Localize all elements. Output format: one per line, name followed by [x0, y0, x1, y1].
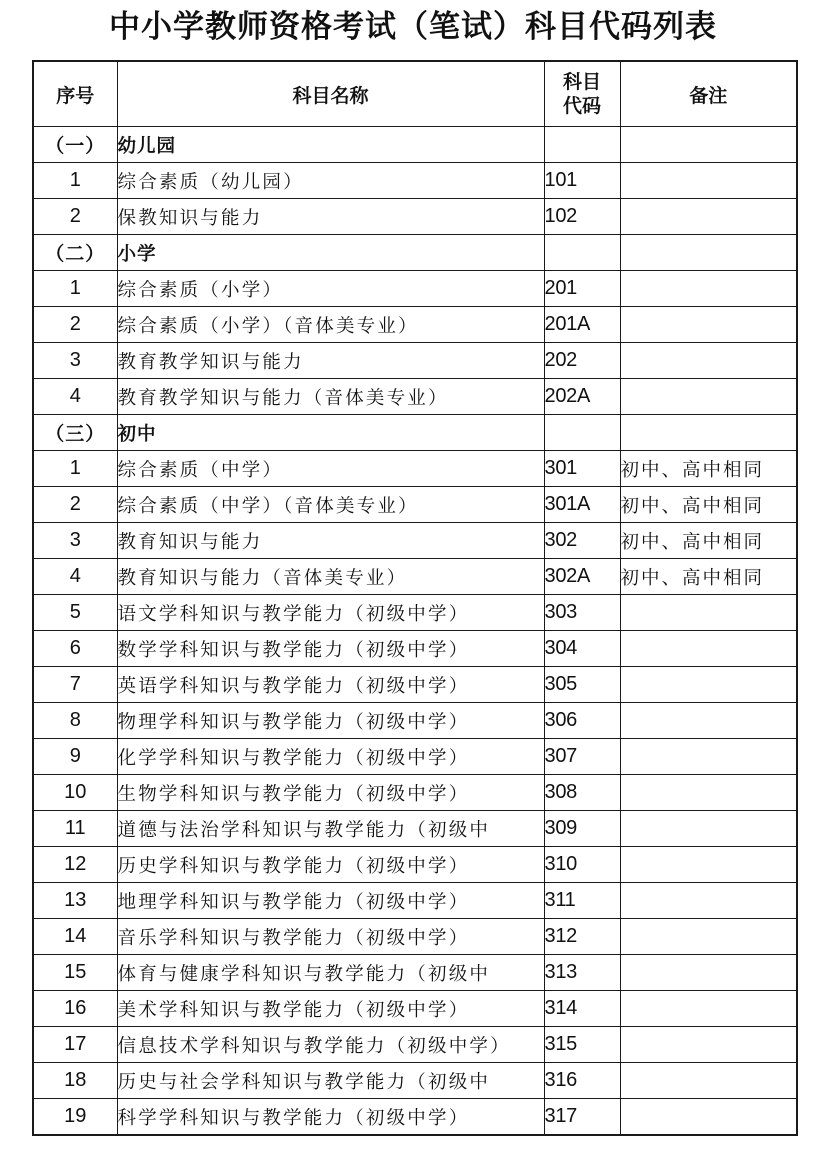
- section-row: [33, 127, 797, 163]
- table-row: [33, 631, 797, 667]
- cell-code: 302: [544, 523, 620, 559]
- cell-no: 4: [33, 559, 117, 595]
- cell-no: 4: [33, 379, 117, 415]
- table-row: [33, 703, 797, 739]
- cell-note: [620, 307, 797, 343]
- cell-no: 2: [33, 199, 117, 235]
- cell-note: [620, 667, 797, 703]
- cell-name: 历史学科知识与教学能力（初级中学）: [117, 847, 544, 883]
- table-row: [33, 487, 797, 523]
- cell-note: [620, 343, 797, 379]
- cell-no: （一）: [33, 127, 117, 163]
- section-row: [33, 235, 797, 271]
- cell-code: 301A: [544, 487, 620, 523]
- cell-name: 教育知识与能力（音体美专业）: [117, 559, 544, 595]
- table-row: [33, 919, 797, 955]
- cell-code: 305: [544, 667, 620, 703]
- table-body: [33, 127, 797, 1136]
- cell-note: [620, 271, 797, 307]
- cell-name: 历史与社会学科知识与教学能力（初级中: [117, 1063, 544, 1099]
- cell-name: 教育教学知识与能力（音体美专业）: [117, 379, 544, 415]
- header-name: 科目名称: [117, 61, 544, 127]
- table-row: [33, 199, 797, 235]
- table-row: [33, 811, 797, 847]
- cell-name: 综合素质（中学）（音体美专业）: [117, 487, 544, 523]
- cell-no: 1: [33, 271, 117, 307]
- cell-note: [620, 955, 797, 991]
- cell-no: 3: [33, 523, 117, 559]
- table-row: [33, 163, 797, 199]
- cell-name: 物理学科知识与教学能力（初级中学）: [117, 703, 544, 739]
- table-row: [33, 1027, 797, 1063]
- table-row: [33, 595, 797, 631]
- cell-note: [620, 1063, 797, 1099]
- cell-no: 7: [33, 667, 117, 703]
- table-row: [33, 847, 797, 883]
- cell-note: [620, 631, 797, 667]
- cell-note: [620, 919, 797, 955]
- cell-name: 生物学科知识与教学能力（初级中学）: [117, 775, 544, 811]
- cell-name: 体育与健康学科知识与教学能力（初级中: [117, 955, 544, 991]
- cell-name: 综合素质（幼儿园）: [117, 163, 544, 199]
- cell-code: 302A: [544, 559, 620, 595]
- cell-no: 13: [33, 883, 117, 919]
- cell-code: 311: [544, 883, 620, 919]
- cell-note: 初中、高中相同: [620, 523, 797, 559]
- cell-code: 304: [544, 631, 620, 667]
- cell-name: 化学学科知识与教学能力（初级中学）: [117, 739, 544, 775]
- cell-name: 保教知识与能力: [117, 199, 544, 235]
- cell-code: 102: [544, 199, 620, 235]
- cell-name: 语文学科知识与教学能力（初级中学）: [117, 595, 544, 631]
- cell-code: 310: [544, 847, 620, 883]
- subject-code-table: [32, 60, 798, 1136]
- cell-code: 316: [544, 1063, 620, 1099]
- table-row: [33, 523, 797, 559]
- cell-note: [620, 595, 797, 631]
- cell-no: 1: [33, 163, 117, 199]
- header-code-line1: 科目: [562, 71, 601, 93]
- cell-no: 3: [33, 343, 117, 379]
- cell-name: 教育知识与能力: [117, 523, 544, 559]
- cell-note: [620, 739, 797, 775]
- cell-note: [620, 775, 797, 811]
- cell-no: 10: [33, 775, 117, 811]
- cell-no: （二）: [33, 235, 117, 271]
- cell-code: 201A: [544, 307, 620, 343]
- cell-code: 301: [544, 451, 620, 487]
- cell-note: [620, 415, 797, 451]
- cell-code: 307: [544, 739, 620, 775]
- table-header-row: [33, 61, 797, 127]
- cell-no: 2: [33, 487, 117, 523]
- cell-code: 202A: [544, 379, 620, 415]
- cell-name: 综合素质（小学）（音体美专业）: [117, 307, 544, 343]
- cell-code: 312: [544, 919, 620, 955]
- section-row: [33, 415, 797, 451]
- table-row: [33, 955, 797, 991]
- cell-note: [620, 703, 797, 739]
- cell-name: 道德与法治学科知识与教学能力（初级中: [117, 811, 544, 847]
- page-title: 中小学教师资格考试（笔试）科目代码列表: [109, 9, 717, 45]
- cell-note: [620, 883, 797, 919]
- cell-code: 315: [544, 1027, 620, 1063]
- cell-code: 308: [544, 775, 620, 811]
- cell-note: [620, 199, 797, 235]
- cell-no: 14: [33, 919, 117, 955]
- cell-name: 小学: [117, 235, 544, 271]
- cell-name: 地理学科知识与教学能力（初级中学）: [117, 883, 544, 919]
- table-row: [33, 379, 797, 415]
- table-row: [33, 1099, 797, 1136]
- cell-note: [620, 235, 797, 271]
- cell-no: 1: [33, 451, 117, 487]
- cell-code: 309: [544, 811, 620, 847]
- cell-no: 16: [33, 991, 117, 1027]
- cell-code: 101: [544, 163, 620, 199]
- table-row: [33, 991, 797, 1027]
- cell-note: [620, 163, 797, 199]
- cell-note: 初中、高中相同: [620, 487, 797, 523]
- cell-no: 2: [33, 307, 117, 343]
- table-row: [33, 775, 797, 811]
- table-row: [33, 343, 797, 379]
- cell-no: 11: [33, 811, 117, 847]
- cell-code: 202: [544, 343, 620, 379]
- cell-code: 306: [544, 703, 620, 739]
- cell-no: （三）: [33, 415, 117, 451]
- cell-name: 英语学科知识与教学能力（初级中学）: [117, 667, 544, 703]
- header-no: 序号: [33, 61, 117, 127]
- cell-name: 初中: [117, 415, 544, 451]
- cell-name: 科学学科知识与教学能力（初级中学）: [117, 1099, 544, 1136]
- cell-name: 信息技术学科知识与教学能力（初级中学）: [117, 1027, 544, 1063]
- cell-name: 数学学科知识与教学能力（初级中学）: [117, 631, 544, 667]
- cell-no: 18: [33, 1063, 117, 1099]
- cell-code: 201: [544, 271, 620, 307]
- cell-code: 314: [544, 991, 620, 1027]
- cell-note: 初中、高中相同: [620, 559, 797, 595]
- table-row: [33, 559, 797, 595]
- table-row: [33, 1063, 797, 1099]
- cell-name: 综合素质（中学）: [117, 451, 544, 487]
- cell-note: [620, 1099, 797, 1136]
- cell-no: 17: [33, 1027, 117, 1063]
- table-row: [33, 739, 797, 775]
- cell-name: 综合素质（小学）: [117, 271, 544, 307]
- cell-note: 初中、高中相同: [620, 451, 797, 487]
- cell-note: [620, 847, 797, 883]
- header-code: [544, 61, 620, 127]
- cell-name: 教育教学知识与能力: [117, 343, 544, 379]
- table-row: [33, 667, 797, 703]
- cell-no: 8: [33, 703, 117, 739]
- table-row: [33, 271, 797, 307]
- cell-note: [620, 991, 797, 1027]
- cell-code: [544, 127, 620, 163]
- cell-no: 9: [33, 739, 117, 775]
- cell-note: [620, 379, 797, 415]
- cell-code: [544, 235, 620, 271]
- cell-note: [620, 1027, 797, 1063]
- cell-note: [620, 127, 797, 163]
- cell-code: 313: [544, 955, 620, 991]
- cell-no: 15: [33, 955, 117, 991]
- cell-name: 幼儿园: [117, 127, 544, 163]
- table-row: [33, 307, 797, 343]
- cell-no: 19: [33, 1099, 117, 1136]
- cell-no: 6: [33, 631, 117, 667]
- header-note: 备注: [620, 61, 797, 127]
- cell-code: 317: [544, 1099, 620, 1136]
- table-row: [33, 883, 797, 919]
- cell-code: [544, 415, 620, 451]
- cell-note: [620, 811, 797, 847]
- cell-no: 12: [33, 847, 117, 883]
- table-row: [33, 451, 797, 487]
- header-code-line2: 代码: [562, 95, 601, 117]
- cell-name: 音乐学科知识与教学能力（初级中学）: [117, 919, 544, 955]
- cell-name: 美术学科知识与教学能力（初级中学）: [117, 991, 544, 1027]
- cell-no: 5: [33, 595, 117, 631]
- cell-code: 303: [544, 595, 620, 631]
